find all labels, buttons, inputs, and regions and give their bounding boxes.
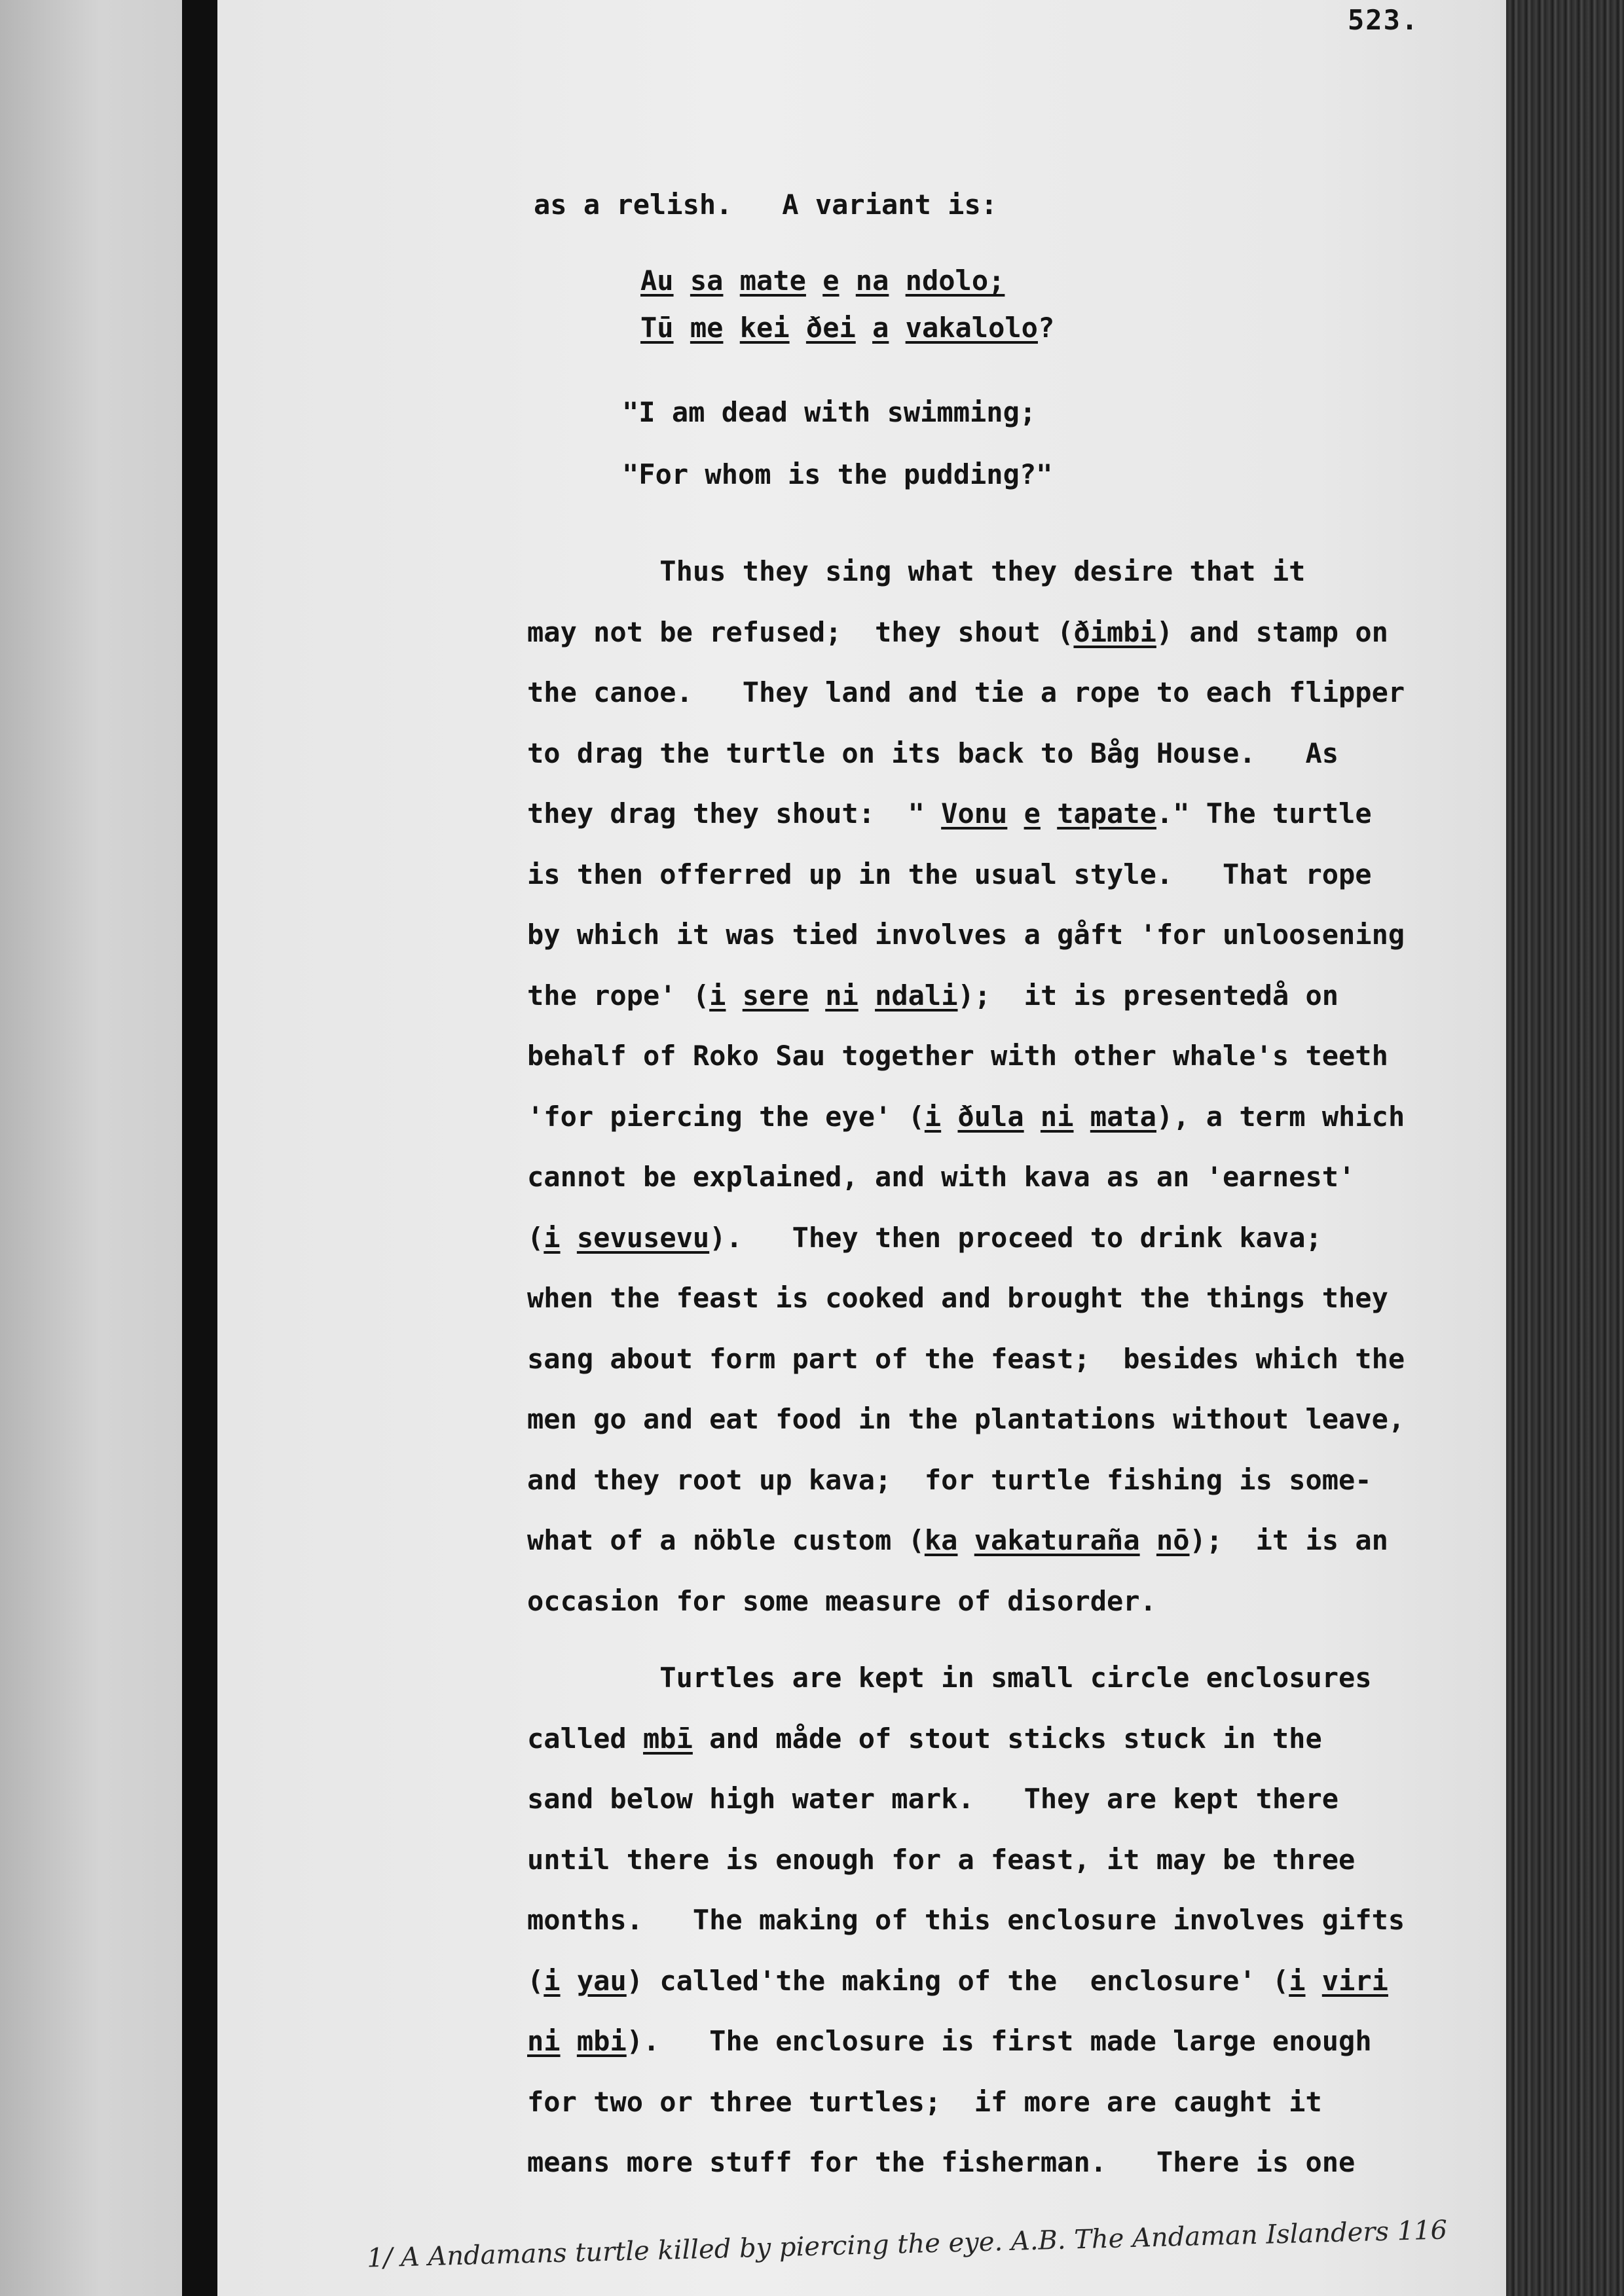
paragraph-line: and they root up kava; for turtle fishing is some- [527,1463,1372,1496]
verse-fijian-line: Tū me kei ðei a vakalolo? [640,312,1055,344]
paragraph-line: Thus they sing what they desire that it [527,555,1306,587]
paragraph-line: occasion for some measure of disorder. [527,1584,1156,1617]
paragraph-line: behalf of Roko Sau together with other whale's teeth [527,1040,1388,1072]
handwritten-footnote: 1/ A Andamans turtle killed by piercing the eye. A.B. The Andaman Islanders 116 [366,2215,1448,2274]
left-margin [0,0,182,2296]
paragraph-line: months. The making of this enclosure involves gifts [527,1904,1405,1936]
paragraph-line: sang about form part of the feast; besides which the [527,1342,1405,1375]
verse-english-line: "I am dead with swimming; [622,396,1037,428]
paragraph-line: when the feast is cooked and brought the things they [527,1282,1388,1314]
paragraph-line: ni mbi). The enclosure is first made large enough [527,2025,1372,2057]
paragraph-line: the rope' (i sere ni ndali); it is presentedå on [527,979,1339,1011]
verse-english-line: "For whom is the pudding?" [622,458,1053,490]
paragraph-line: for two or three turtles; if more are caught it [527,2085,1322,2118]
paragraph-line: sand below high water mark. They are kept there [527,1783,1339,1815]
paragraph-line: by which it was tied involves a gåft 'for unloosening [527,919,1405,951]
paragraph-line: what of a nöble custom (ka vakaturaña nō); it is an [527,1524,1388,1556]
opening-line: as a relish. A variant is: [534,189,998,221]
paragraph-line: to drag the turtle on its back to Båg House. As [527,737,1339,769]
page-number: 523. [1348,4,1420,36]
paragraph-line: called mbī and måde of stout sticks stuck in the [527,1722,1322,1755]
paragraph-line: is then offerred up in the usual style. That rope [527,858,1372,890]
paragraph-line: men go and eat food in the plantations without leave, [527,1403,1405,1435]
binding-bar [182,0,217,2296]
book-edge [1506,0,1624,2296]
verse-fijian-line: Au sa mate e na ndolo; [640,264,1005,297]
paragraph-line: they drag they shout: " Vonu e tapate." The turtle [527,797,1372,829]
paragraph-line: Turtles are kept in small circle enclosures [527,1662,1372,1694]
paragraph-line: means more stuff for the fisherman. There is one [527,2146,1356,2178]
paragraph-line: until there is enough for a feast, it may be three [527,1843,1356,1876]
paragraph-line: (i yau) called'the making of the enclosure' (i viri [527,1964,1388,1997]
paragraph-line: may not be refused; they shout (ðimbi) and stamp on [527,615,1388,648]
document-page [217,0,1506,2296]
paragraph-line: the canoe. They land and tie a rope to each flipper [527,676,1405,708]
paragraph-line: cannot be explained, and with kava as an 'earnest' [527,1161,1356,1193]
paragraph-line: 'for piercing the eye' (i ðula ni mata), a term which [527,1100,1405,1133]
paragraph-line: (i sevusevu). They then proceed to drink kava; [527,1221,1322,1254]
